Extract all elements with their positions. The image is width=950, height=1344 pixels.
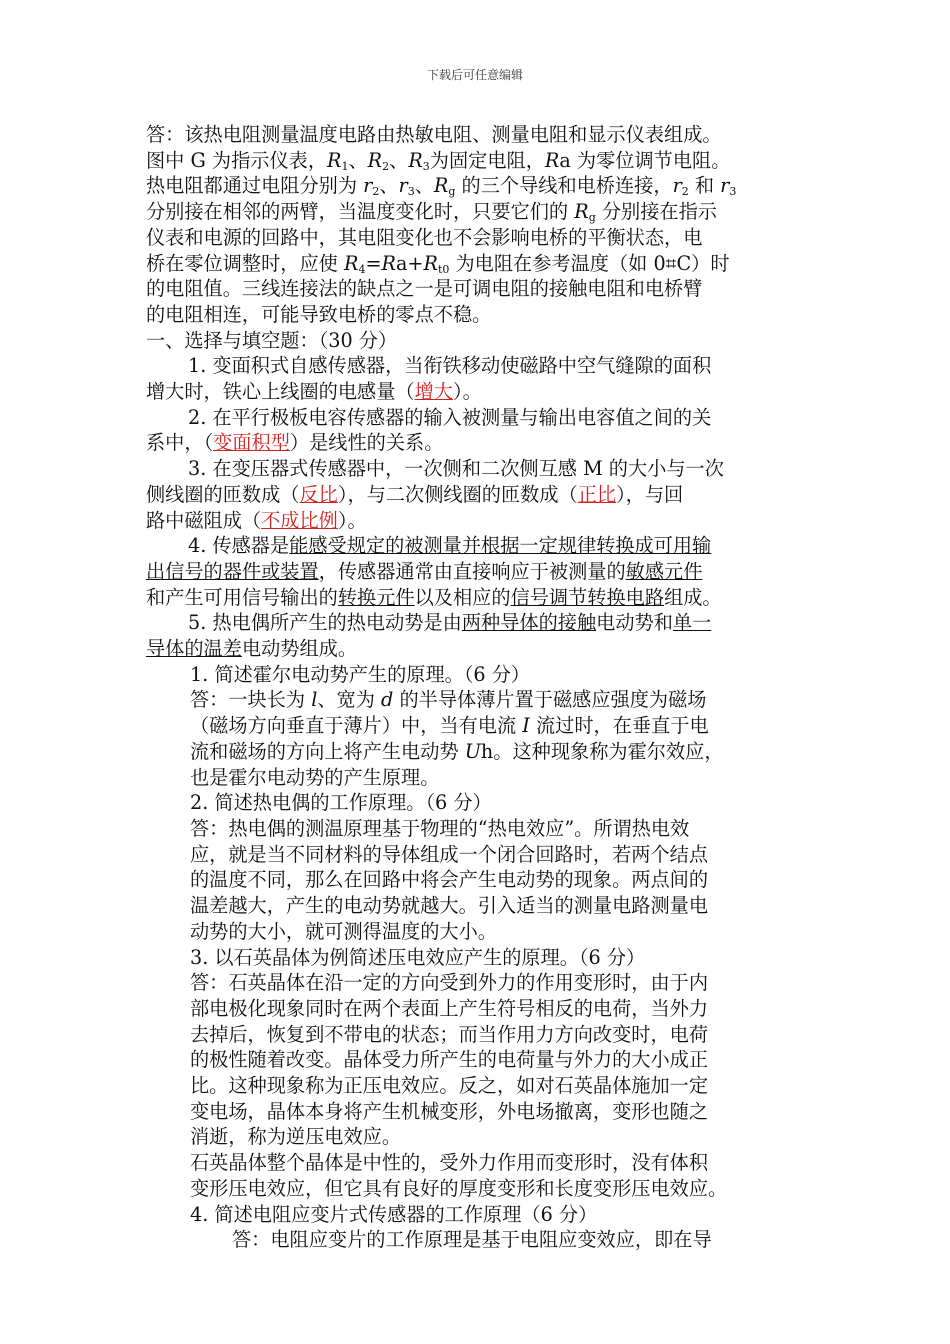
question-line: 侧线圈的匝数成（反比），与二次侧线圈的匝数成（正比），与回 xyxy=(146,482,684,506)
question-heading: 2. 简述热电偶的工作原理。（6 分） xyxy=(190,791,492,815)
underlined-answer: 两种导体的接触 xyxy=(461,611,597,635)
underlined-answer: 能感受规定的被测量并根据一定规律转换成可用输 xyxy=(289,534,712,558)
answer-line: 答：该热电阻测量温度电路由热敏电阻、测量电阻和显示仪表组成。 xyxy=(146,123,722,146)
answer-line: 也是霍尔电动势的产生原理。 xyxy=(190,765,440,789)
question-line: 路中磁阻成（不成比例）。 xyxy=(146,508,367,532)
answer-line: 的电阻相连，可能导致电桥的零点不稳。 xyxy=(146,302,492,326)
answer-line: 图中 G 为指示仪表，$R_1$、$R_2$、$R_3$为固定电阻，Ra 为零位调节电阻。 xyxy=(146,148,731,173)
question-heading: 1. 简述霍尔电动势产生的原理。（6 分） xyxy=(190,662,531,686)
answer-blank: 变面积型 xyxy=(213,431,290,455)
answer-line: 石英晶体整个晶体是中性的，受外力作用而变形时，没有体积 xyxy=(190,1151,709,1175)
answer-line: 答：一块长为 l、宽为 d 的半导体薄片置于磁感应强度为磁场 xyxy=(190,688,707,712)
answer-line: 温差越大，产生的电动势就越大。引入适当的测量电路测量电 xyxy=(190,894,709,918)
underlined-answer: 转换元件 xyxy=(337,585,415,609)
answer-line: 部电极化现象同时在两个表面上产生符号相反的电荷，当外力 xyxy=(190,996,709,1020)
answer-line: 分别接在相邻的两臂，当温度变化时，只要它们的 $R_g$ 分别接在指示 xyxy=(146,200,717,225)
question-heading: 4. 简述电阻应变片式传感器的工作原理（6 分） xyxy=(190,1202,598,1226)
answer-line: 答：热电偶的测温原理基于物理的“热电效应”。所谓热电效 xyxy=(190,816,690,840)
question-line: 和产生可用信号输出的转换元件以及相应的信号调节转换电路组成。 xyxy=(146,585,722,609)
document-body xyxy=(146,122,812,1253)
page-header: 下载后可任意编辑 xyxy=(426,68,523,82)
answer-line: 应，就是当不同材料的导体组成一个闭合回路时，若两个结点 xyxy=(190,842,709,866)
answer-line: 的温度不同，那么在回路中将会产生电动势的现象。两点间的 xyxy=(190,868,709,892)
question-line: 3. 在变压器式传感器中，一次侧和二次侧互感 M 的大小与一次 xyxy=(188,457,724,481)
question-line: 导体的温差电动势组成。 xyxy=(146,637,358,661)
answer-line: 动势的大小，就可测得温度的大小。 xyxy=(190,919,497,943)
answer-line: （磁场方向垂直于薄片）中，当有电流 I 流过时，在垂直于电 xyxy=(190,714,709,738)
underlined-answer: 单一 xyxy=(672,611,712,635)
question-line: 4. 传感器是能感受规定的被测量并根据一定规律转换成可用输 xyxy=(188,534,712,558)
underlined-answer: 敏感元件 xyxy=(625,559,703,583)
answer-blank: 正比 xyxy=(577,482,617,506)
answer-line: 变电场，晶体本身将产生机械变形，外电场撤离，变形也随之 xyxy=(190,1099,709,1123)
answer-line: 流和磁场的方向上将产生电动势 Uh。这种现象称为霍尔效应， xyxy=(190,739,724,763)
question-line: 增大时，铁心上线圈的电感量（增大）。 xyxy=(146,380,482,404)
answer-line: 消逝，称为逆压电效应。 xyxy=(190,1125,402,1149)
answer-line: 答：石英晶体在沿一定的方向受到外力的作用变形时，由于内 xyxy=(190,971,709,995)
question-line: 2. 在平行极板电容传感器的输入被测量与输出电容值之间的关 xyxy=(188,405,712,429)
question-line: 系中，（变面积型）是线性的关系。 xyxy=(146,431,444,455)
answer-blank: 不成比例 xyxy=(261,508,338,532)
answer-line: 的电阻值。三线连接法的缺点之一是可调电阻的接触电阻和电桥臂 xyxy=(146,277,703,301)
answer-line: 的极性随着改变。晶体受力所产生的电荷量与外力的大小成正 xyxy=(190,1048,709,1072)
answer-blank: 反比 xyxy=(299,482,338,506)
question-line: 出信号的器件或装置，传感器通常由直接响应于被测量的敏感元件 xyxy=(146,559,703,583)
section-title: 一、选择与填空题：（30 分） xyxy=(146,328,398,352)
answer-line: 答：电阻应变片的工作原理是基于电阻应变效应，即在导 xyxy=(232,1228,712,1252)
question-line: 1. 变面积式自感传感器，当衔铁移动使磁路中空气缝隙的面积 xyxy=(188,354,712,378)
answer-line: 仪表和电源的回路中，其电阻变化也不会影响电桥的平衡状态，电 xyxy=(146,225,703,249)
answer-blank: 增大 xyxy=(414,380,453,404)
answer-line: 比。这种现象称为正压电效应。反之，如对石英晶体施加一定 xyxy=(190,1074,709,1098)
underlined-answer: 出信号的器件或装置 xyxy=(146,559,319,583)
underlined-answer: 信号调节转换电路 xyxy=(510,585,665,609)
answer-line: 热电阻都通过电阻分别为 $r_2$、$r_3$、$R_g$ 的三个导线和电桥连接，$r_2$ 和 $r_3$ xyxy=(146,174,737,199)
degree-glyph: ⌗ xyxy=(665,251,677,275)
answer-line: 桥在零位调整时，应使 $R_4=Ra+R_{t0}$ 为电阻在参考温度（如 0⌗C）时 xyxy=(146,251,730,276)
answer-line: 变形压电效应，但它具有良好的厚度变形和长度变形压电效应。 xyxy=(190,1176,728,1200)
underlined-answer: 导体的温差 xyxy=(146,637,242,661)
answer-line: 去掉后，恢复到不带电的状态；而当作用力方向改变时，电荷 xyxy=(190,1022,709,1046)
question-line: 5. 热电偶所产生的热电动势是由两种导体的接触电动势和单一 xyxy=(188,611,712,635)
question-heading: 3. 以石英晶体为例简述压电效应产生的原理。（6 分） xyxy=(190,945,646,969)
